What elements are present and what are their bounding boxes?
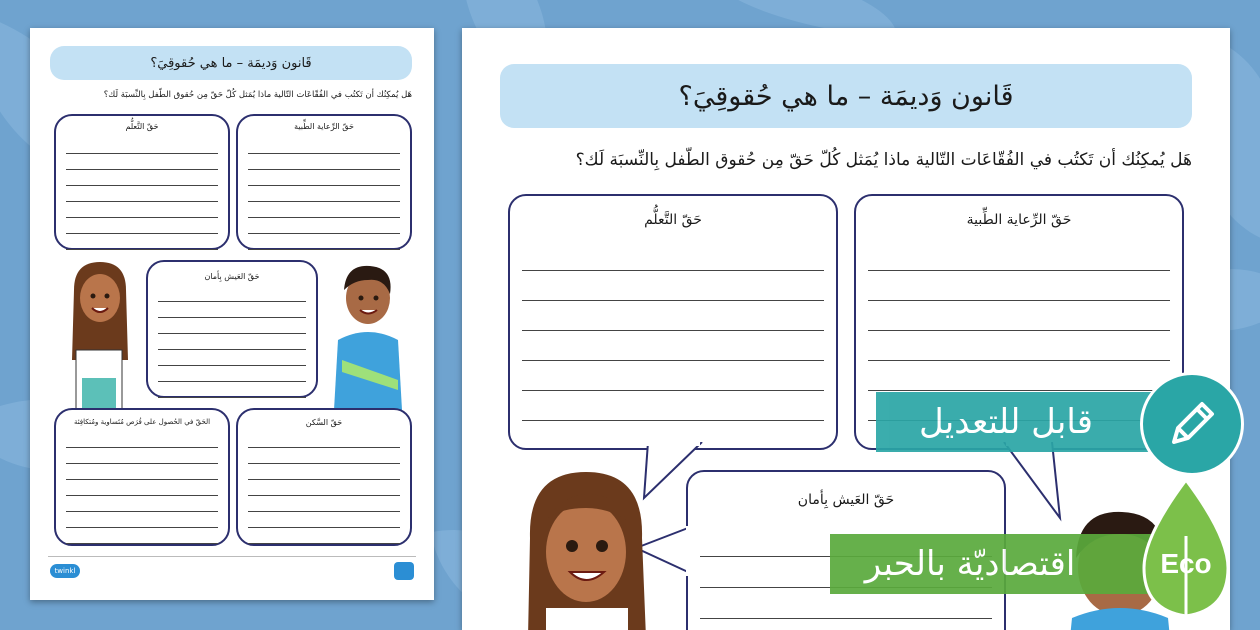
housing-caption: حَقّ السَّكن: [305, 418, 343, 427]
pencil-glyph: [1164, 396, 1220, 452]
instruction-text: هَل يُمكِنُك أن تَكتُب في الفُقّاعَات التّالية ماذا يُمَثل كُلّ حَقّ مِن حُقوق الطّفل بِالنِّسبَة لَك؟: [575, 150, 1192, 170]
twinkl-logo: [50, 564, 80, 578]
instruction-text: هَل يُمكِنُك أن تَكتُب في الفُقّاعَات التّالية ماذا يُمَثل كُلّ حَقّ مِن حُقوق الطّفل بِالنِّسبَة لَك؟: [103, 90, 412, 100]
girl-illustration: [60, 260, 138, 410]
writing-lines: [158, 286, 306, 398]
safety-caption: حَقّ العَيش بِأمان: [797, 492, 895, 508]
learning-box: [54, 114, 230, 250]
worksheet-preview-small: [30, 28, 434, 600]
opportunities-box: [54, 408, 230, 546]
pencil-icon: [1140, 372, 1244, 476]
writing-lines: [248, 432, 400, 544]
writing-lines: [522, 236, 824, 421]
learning-caption: حَقّ التَّعلُّم: [125, 122, 159, 131]
housing-box: [236, 408, 412, 546]
safety-caption: حَقّ العَيش بِأمان: [204, 272, 260, 281]
writing-lines: [248, 138, 400, 250]
writing-lines: [66, 432, 218, 544]
learning-box: [508, 194, 838, 450]
editable-badge: [876, 392, 1176, 452]
health-caption: حَقّ الرِّعاية الطِّبية: [294, 122, 354, 131]
health-caption: حَقّ الرِّعاية الطِّبية: [966, 212, 1072, 228]
boy-illustration: [328, 260, 406, 410]
title-text: قَانون وَديمَة – ما هي حُقوقِيَ؟: [150, 55, 312, 71]
footer-logo-right: [394, 562, 414, 580]
opportunities-caption: الحَقّ في الحُصول على فُرَص مُتَساوية ومُتكافِئة: [73, 418, 211, 426]
girl-illustration: [522, 468, 652, 630]
twinkl-logo-text: twinkl: [54, 567, 76, 575]
eco-text: اقتصاديّة بالحبر: [864, 544, 1076, 584]
learning-caption: حَقّ التَّعلُّم: [644, 212, 702, 228]
page-title: [50, 46, 412, 80]
editable-label: قابل للتعديل: [919, 402, 1093, 442]
eco-badge: [830, 534, 1170, 594]
safety-box: [146, 260, 318, 398]
eco-label: Eco: [1160, 548, 1212, 579]
health-box: [236, 114, 412, 250]
title-text: قَانون وَديمَة – ما هي حُقوقِيَ؟: [678, 80, 1014, 112]
writing-lines: [66, 138, 218, 250]
footer-rule: [48, 556, 416, 557]
page-title: [500, 64, 1192, 128]
